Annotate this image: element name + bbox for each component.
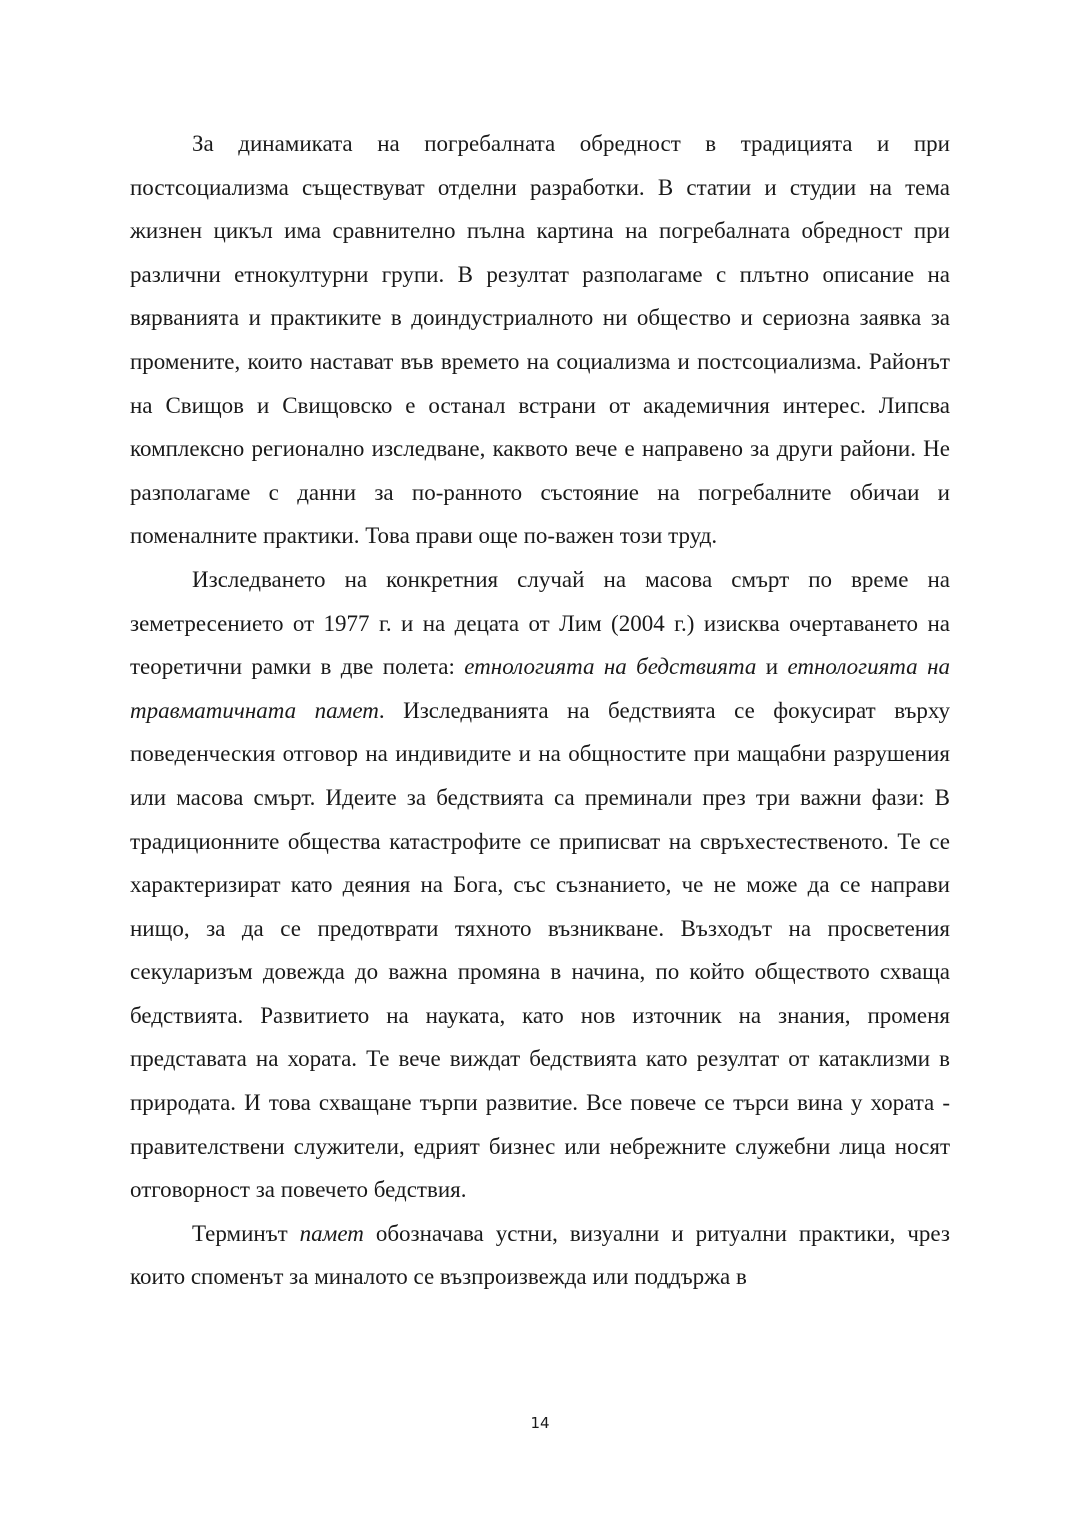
paragraph-2 [130,558,950,1212]
paragraph-1-text: За динамиката на погребалната обредност в традицията и при постсоциализма съществуват отделни разработки. В статии и студии на тема жизнен цикъл има сравнително пълна картина на погребалната обредност при различни етнокултурни групи. В резултат разполагаме с плътно описание на вярванията и практиките в доиндустриалното ни общество и сериозна заявка за промените, които настават във времето на социализма и постсоциализма. Районът на Свищов и Свищовско е останал встрани от академичния интерес. Липсва комплексно регионално изследване, каквото вече е направено за други райони. Не разполагаме с данни за по-ранното състояние на погребалните обичаи и поменалните практики. Това прави още по-важен този труд. [130,131,950,549]
paragraph-1 [130,122,950,558]
paragraph-3-italic-term: памет [299,1220,364,1246]
paragraph-2-text-2: и [756,654,788,680]
body-text [130,122,950,1299]
paragraph-3-text-1: Терминът [192,1220,300,1246]
paragraph-2-italic-term-2: етнологията на травматичната памет [130,654,950,723]
paragraph-3 [130,1212,950,1299]
paragraph-2-text-3: . Изследванията на бедствията се фокусират върху поведенческия отговор на индивидите и на общностите при мащабни разрушения или масова смърт. Идеите за бедствията са преминали през три важни фази: В традиционните общества катастрофите се приписват на свръхестественото. Те се характеризират като деяния на Бога, със съзнанието, че не може да се направи нищо, за да се предотврати тяхното възникване. Възходът на просветения секуларизъм довежда до важна промяна в начина, по който обществото схваща бедствията. Развитието на науката, като нов източник на знания, променя представата на хората. Те вече виждат бедствията като резултат от катаклизми в природата. И това схващане търпи развитие. Все повече се търси вина у хората - правителствени служители, едрият бизнес или небрежните служебни лица носят отговорност за повечето бедствия. [130,697,950,1203]
page-number: 14 [530,1414,550,1432]
paragraph-2-text-1: Изследването на конкретния случай на масова смърт по време на земетресението от 1977 г. и на децата от Лим (2004 г.) изисква очертаването на теоретични рамки в две полета: [130,566,950,680]
paragraph-2-italic-term-1: етнологията на бедствията [464,654,757,680]
paragraph-3-text-2: обозначава устни, визуални и ритуални практики, чрез които споменът за миналото се възпроизвежда или поддържа в [130,1220,950,1290]
